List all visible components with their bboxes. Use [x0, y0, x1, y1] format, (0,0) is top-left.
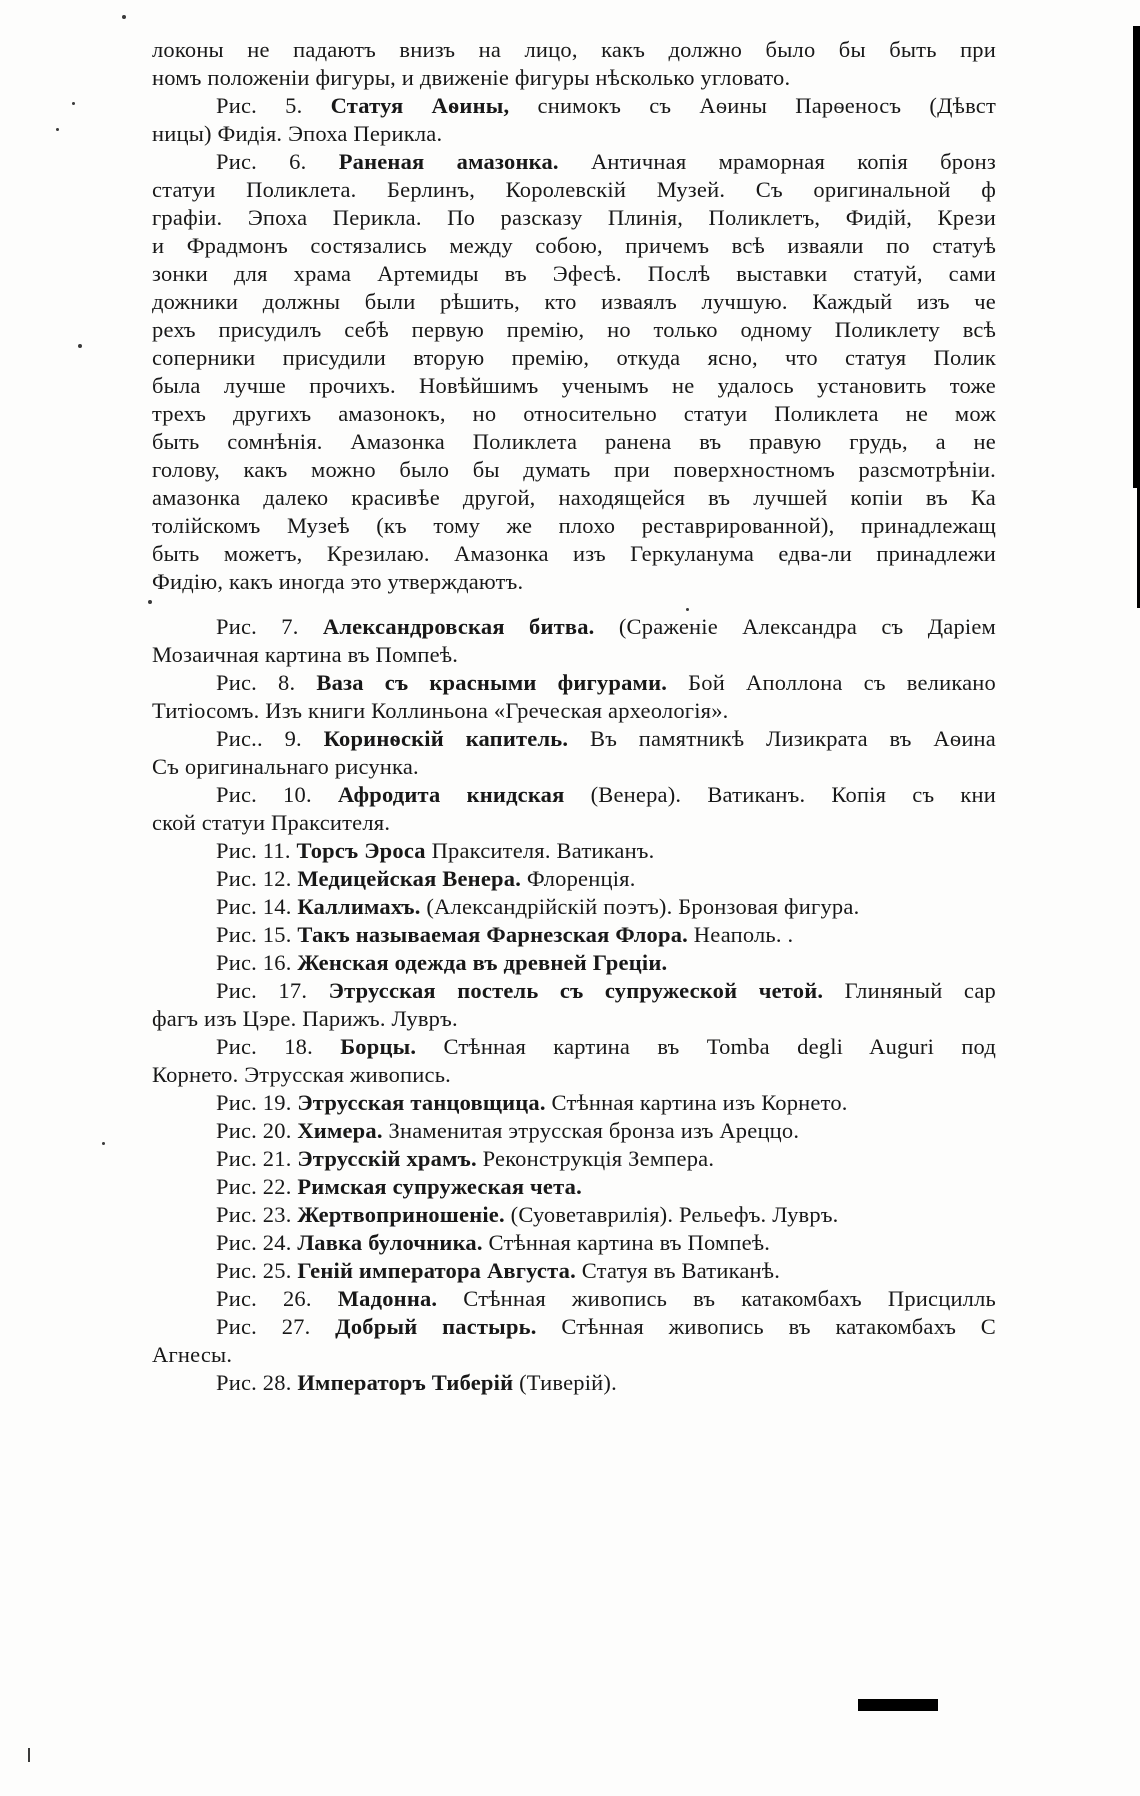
text-run: Стѣнная живопись въ катакомбахъ Присцилль: [437, 1286, 996, 1311]
text-run: Съ оригинальнаго рисунка.: [152, 754, 419, 779]
text-line: [152, 1285, 996, 1313]
text-run: (Суоветаврилія). Рельефъ. Лувръ.: [504, 1202, 839, 1227]
figure-title: Римская супружеская чета.: [297, 1174, 582, 1199]
figure-title: Химера.: [297, 1118, 383, 1143]
text-line: [152, 540, 996, 568]
text-run: Рис. 18.: [216, 1034, 341, 1059]
text-line: [152, 865, 996, 893]
text-run: Реконструкція Земпера.: [476, 1146, 715, 1171]
figure-title: Ваза съ красными фигурами.: [316, 670, 668, 695]
text-run: Рис. 22.: [216, 1174, 298, 1199]
text-run: Рис. 10.: [216, 782, 338, 807]
text-run: толійскомъ Музеѣ (къ тому же плохо реставрированной), принадлежащ: [152, 513, 996, 538]
scan-speck: [686, 608, 689, 611]
figure-title: Этрусская постель съ супружеской четой.: [328, 978, 824, 1003]
text-line: [152, 204, 996, 232]
text-run: Рис. 11.: [216, 838, 297, 863]
text-line: [152, 1033, 996, 1061]
text-line: [152, 1117, 996, 1145]
text-line: [152, 568, 996, 596]
figure-title: Афродита книдская: [337, 782, 565, 807]
text-line: [152, 232, 996, 260]
text-run: зонки для храма Артемиды въ Эфесѣ. Послѣ выставки статуй, сами: [152, 261, 996, 286]
text-run: Агнесы.: [152, 1342, 233, 1367]
text-run: Рис. 5.: [216, 93, 331, 118]
scan-speck: [102, 1142, 105, 1145]
scan-bottom-bar: [858, 1699, 938, 1711]
text-run: Рис. 14.: [216, 894, 298, 919]
text-run: Стѣнная картина изъ Корнето.: [545, 1090, 848, 1115]
text-run: Рис. 27.: [216, 1314, 336, 1339]
text-line: [152, 781, 996, 809]
text-run: (Венера). Ватиканъ. Копія съ кни: [564, 782, 996, 807]
text-line: [152, 400, 996, 428]
text-line: [152, 1061, 996, 1089]
figure-title: Каллимахъ.: [297, 894, 421, 919]
text-run: фагъ изъ Цэре. Парижъ. Лувръ.: [152, 1006, 458, 1031]
figure-title: Медицейская Венера.: [297, 866, 522, 891]
text-line: [152, 456, 996, 484]
text-line: [152, 316, 996, 344]
text-line: [152, 372, 996, 400]
figure-title: Александровская битва.: [322, 614, 595, 639]
figure-title: Добрый пастырь.: [335, 1314, 537, 1339]
text-run: ницы) Фидія. Эпоха Перикла.: [152, 121, 443, 146]
text-run: графіи. Эпоха Перикла. По разсказу Плинія, Поликлетъ, Фидій, Крези: [152, 205, 996, 230]
text-line: [152, 837, 996, 865]
text-line: [152, 36, 996, 64]
text-line: [152, 1145, 996, 1173]
text-run: амазонка далеко красивѣе другой, находящейся въ лучшей копіи въ Ка: [152, 485, 996, 510]
figure-title: Коринѳскій капитель.: [323, 726, 569, 751]
text-run: быть можетъ, Крезилаю. Амазонка изъ Геркуланума едва-ли принадлежи: [152, 541, 996, 566]
text-run: Рис. 24.: [216, 1230, 298, 1255]
text-line: [152, 1257, 996, 1285]
text-run: и Фрадмонъ состязались между собою, причемъ всѣ изваяли по статуѣ: [152, 233, 996, 258]
text-line: [152, 641, 996, 669]
text-run: Стѣнная картина въ Помпеѣ.: [482, 1230, 771, 1255]
text-line: [152, 893, 996, 921]
text-line: [152, 697, 996, 725]
text-block: [152, 36, 996, 1397]
figure-title: Такъ называемая Фарнезская Флора.: [297, 922, 688, 947]
text-run: Античная мраморная копія бронз: [558, 149, 996, 174]
text-run: Флоренція.: [521, 866, 636, 891]
text-run: Рис. 25.: [216, 1258, 298, 1283]
text-run: номъ положеніи фигуры, и движеніе фигуры нѣсколько угловато.: [152, 65, 791, 90]
text-run: голову, какъ можно было бы думать при поверхностномъ разсмотрѣніи.: [152, 457, 996, 482]
scan-speck: [72, 102, 75, 105]
text-run: (Тиверій).: [513, 1370, 617, 1395]
scan-edge-strip: [1133, 26, 1140, 488]
text-line: [152, 669, 996, 697]
text-line: [152, 1005, 996, 1033]
text-run: (Александрійскій поэтъ). Бронзовая фигура.: [420, 894, 860, 919]
text-line: [152, 92, 996, 120]
text-line: [152, 1089, 996, 1117]
text-run: быть сомнѣнія. Амазонка Поликлета ранена въ правую грудь, а не: [152, 429, 996, 454]
text-line: [152, 921, 996, 949]
text-run: Рис. 6.: [216, 149, 339, 174]
text-run: Титіосомъ. Изъ книги Коллиньона «Греческая археологія».: [152, 698, 729, 723]
text-run: Корнето. Этрусская живопись.: [152, 1062, 452, 1087]
figure-title: Лавка булочника.: [297, 1230, 483, 1255]
text-run: ской статуи Праксителя.: [152, 810, 391, 835]
text-run: Неаполь. .: [687, 922, 794, 947]
text-line: [152, 809, 996, 837]
text-run: Рис.. 9.: [216, 726, 324, 751]
text-line: [152, 725, 996, 753]
text-run: Глиняный сар: [823, 978, 996, 1003]
text-run: Знаменитая этрусская бронза изъ Ареццо.: [382, 1118, 800, 1143]
text-run: Рис. 12.: [216, 866, 298, 891]
text-line: [152, 512, 996, 540]
text-run: Рис. 26.: [216, 1286, 338, 1311]
text-run: Фидію, какъ иногда это утверждаютъ.: [152, 569, 524, 594]
text-run: Въ памятникѣ Лизикрата въ Аѳина: [568, 726, 996, 751]
text-line: [152, 484, 996, 512]
text-run: Рис. 16.: [216, 950, 298, 975]
figure-title: Торсъ Эроса: [296, 838, 426, 863]
text-line: [152, 64, 996, 92]
figure-title: Геній императора Августа.: [297, 1258, 576, 1283]
text-run: статуи Поликлета. Берлинъ, Королевскій Музей. Съ оригинальной ф: [152, 177, 996, 202]
figure-title: Мадонна.: [337, 1286, 438, 1311]
text-line: [152, 344, 996, 372]
text-line: [152, 613, 996, 641]
figure-title: Женская одежда въ древней Греціи.: [297, 950, 668, 975]
text-run: Рис. 7.: [216, 614, 323, 639]
figure-title: Этрусская танцовщица.: [297, 1090, 546, 1115]
text-run: локоны не падаютъ внизъ на лицо, какъ должно было бы быть при: [152, 37, 996, 62]
text-line: [152, 120, 996, 148]
text-run: была лучше прочихъ. Новѣйшимъ ученымъ не удалось установить тоже: [152, 373, 996, 398]
figure-title: Императоръ Тиберій: [297, 1370, 514, 1395]
text-run: Рис. 17.: [216, 978, 329, 1003]
text-line: [152, 148, 996, 176]
text-run: трехъ другихъ амазонокъ, но относительно статуи Поликлета не мож: [152, 401, 996, 426]
text-run: Рис. 21.: [216, 1146, 298, 1171]
text-line: [152, 949, 996, 977]
text-line: [152, 1369, 996, 1397]
figure-title: Борцы.: [340, 1034, 417, 1059]
text-line: [152, 1341, 996, 1369]
text-run: рехъ присудилъ себѣ первую премію, но только одному Поликлету всѣ: [152, 317, 996, 342]
text-line: [152, 176, 996, 204]
text-run: Рис. 23.: [216, 1202, 298, 1227]
text-run: (Сраженіе Александра съ Даріем: [594, 614, 996, 639]
scan-speck: [148, 600, 152, 604]
text-line: [152, 1201, 996, 1229]
text-line: [152, 977, 996, 1005]
figure-title: Раненая амазонка.: [338, 149, 559, 174]
scan-speck: [122, 15, 126, 19]
text-run: Рис. 28.: [216, 1370, 298, 1395]
text-line: [152, 1313, 996, 1341]
scan-speck: [78, 344, 82, 348]
text-run: Рис. 15.: [216, 922, 298, 947]
text-line: [152, 260, 996, 288]
figure-title: Этрусскій храмъ.: [297, 1146, 477, 1171]
scan-speck: [56, 128, 59, 131]
text-run: Статуя въ Ватиканѣ.: [575, 1258, 781, 1283]
text-run: Стѣнная картина въ Tomba degli Auguri под: [416, 1034, 996, 1059]
text-run: Стѣнная живопись въ катакомбахъ С: [536, 1314, 996, 1339]
text-run: Праксителя. Ватиканъ.: [425, 838, 655, 863]
text-run: снимокъ съ Аѳины Парѳеносъ (Дѣвст: [509, 93, 996, 118]
text-run: Мозаичная картина въ Помпеѣ.: [152, 642, 459, 667]
figure-title: Жертвоприношеніе.: [297, 1202, 505, 1227]
text-run: дожники должны были рѣшить, кто изваялъ лучшую. Каждый изъ че: [152, 289, 996, 314]
text-line: [152, 1229, 996, 1257]
text-line: [152, 1173, 996, 1201]
text-line: [152, 288, 996, 316]
text-run: Рис. 20.: [216, 1118, 298, 1143]
figure-title: Статуя Аѳины,: [330, 93, 510, 118]
text-run: Бой Аполлона съ великано: [667, 670, 996, 695]
text-line: [152, 428, 996, 456]
text-run: Рис. 19.: [216, 1090, 298, 1115]
text-line: [152, 753, 996, 781]
text-run: Рис. 8.: [216, 670, 317, 695]
scan-tick: [28, 1748, 30, 1762]
text-run: соперники присудили вторую премію, откуда ясно, что статуя Полик: [152, 345, 996, 370]
